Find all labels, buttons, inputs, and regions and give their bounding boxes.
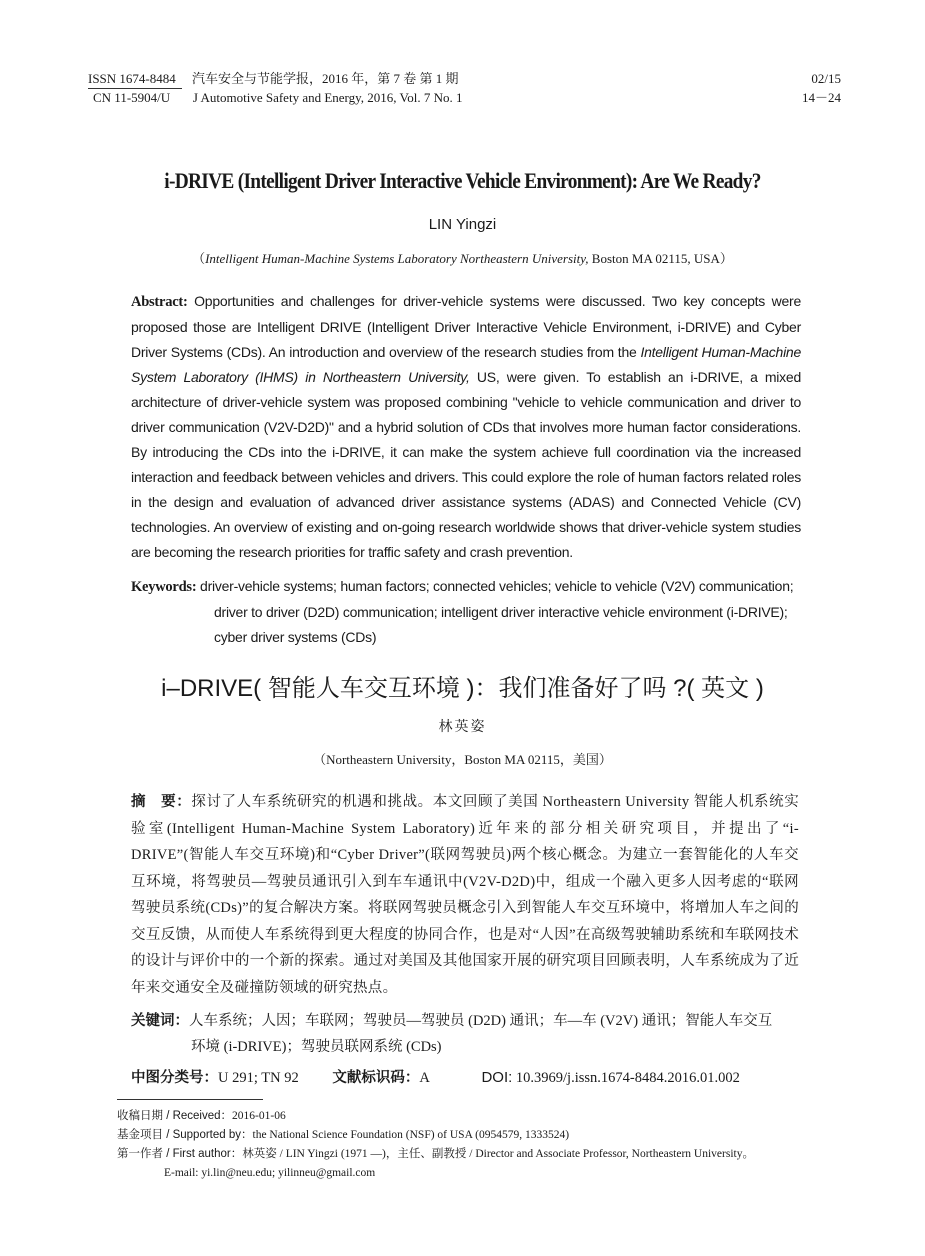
affiliation-location: Boston MA 02115, USA）	[588, 251, 733, 266]
cn-code: CN 11-5904/U	[93, 90, 171, 105]
title-en: i-DRIVE (Intelligent Driver Interactive Vehicle Environment): Are We Ready?	[164, 168, 761, 193]
received-value: 2016-01-06	[232, 1110, 286, 1122]
abstract-label: Abstract:	[131, 294, 188, 310]
keywords-cn-line1: 人车系统；人因；车联网；驾驶员—驾驶员 (D2D) 通讯；车—车 (V2V) 通讯；智能人车交互	[189, 1013, 773, 1029]
footnote-divider	[117, 1099, 263, 1100]
keywords-cn	[131, 1008, 799, 1060]
first-author-value: 林英姿 / LIN Yingzi (1971 —)，主任、副教授 / Director and Associate Professor, Northeastern University。	[242, 1148, 754, 1160]
keywords-line3: cyber driver systems (CDs)	[214, 629, 377, 645]
abstract-cn	[131, 789, 799, 1001]
doi-label: DOI:	[481, 1069, 513, 1086]
journal-header-line2	[93, 89, 463, 107]
classification-line	[131, 1068, 799, 1088]
journal-name-en: J Automotive Safety and Energy, 2016, Vol. 7 No. 1	[192, 90, 463, 105]
doc-code-value: A	[419, 1070, 430, 1086]
keywords-en	[131, 574, 801, 650]
author-en: LIN Yingzi	[428, 216, 497, 233]
title-cn: i–DRIVE( 智能人车交互环境 )：我们准备好了吗 ?( 英文 )	[161, 675, 764, 702]
supported-label: 基金项目 / Supported by：	[117, 1129, 253, 1141]
keywords-cn-label: 关键词：	[131, 1013, 189, 1029]
abstract-cn-label: 摘 要：	[131, 794, 192, 810]
keywords-cn-line2: 环境 (i-DRIVE)；驾驶员联网系统 (CDs)	[191, 1039, 442, 1055]
abstract-text-part1: Opportunities and challenges for driver-vehicle systems were discussed. Two key concepts were proposed those are Intelligent DRIVE (Intelligent Driver Interactive Vehicle Environment, i-DRIVE) and Cyber Driver Systems (CDs). An introduction and overview of the research studies from the	[131, 293, 801, 360]
received-label: 收稿日期 / Received：	[117, 1110, 233, 1122]
affiliation-open: （	[192, 251, 206, 266]
footnote-received	[117, 1107, 286, 1125]
footnote-email: E-mail: yi.lin@neu.edu; yilinneu@gmail.com	[164, 1167, 376, 1179]
affiliation-institution: Intelligent Human-Machine Systems Laboratory Northeastern University,	[205, 251, 589, 266]
footnote-funding	[117, 1126, 569, 1144]
abstract-text-italic: Intelligent Human-Machine System Laboratory (IHMS) in Northeastern University,	[131, 344, 802, 385]
keywords-line1: driver-vehicle systems; human factors; connected vehicles; vehicle to vehicle (V2V) communication;	[196, 578, 794, 594]
page-range: 14－24	[801, 90, 841, 105]
doc-code-label: 文献标识码：	[332, 1070, 420, 1086]
footnote-first-author	[117, 1145, 754, 1163]
supported-value: the National Science Foundation (NSF) of USA (0954579, 1333524)	[252, 1129, 570, 1141]
clc-label: 中图分类号：	[131, 1070, 218, 1086]
journal-header-line1	[88, 70, 459, 88]
first-author-label: 第一作者 / First author：	[117, 1148, 243, 1160]
journal-name-cn: 汽车安全与节能学报，2016 年，第 7 卷 第 1 期	[192, 71, 459, 86]
affiliation-en	[0, 248, 925, 267]
abstract-text-part2: US, were given. To establish an i-DRIVE, a mixed architecture of driver-vehicle system was proposed combining "vehicle to vehicle communication and driver to driver communication (V2V-D2D)" and a hybrid solution of CDs that involves more human factor considerations. By introducing the CDs into the i-DRIVE, it can make the system achieve full coordination via the increased interaction and feedback between vehicles and drivers. This could explore the role of human factors related roles in the design and evaluation of advanced driver assistance systems (ADAS) and Connected Vehicle (CV) technologies. An overview of existing and on-going research worldwide shows that driver-vehicle system studies are becoming the research priorities for traffic safety and crash prevention.	[131, 369, 801, 560]
keywords-label: Keywords:	[131, 579, 197, 595]
abstract-en	[131, 289, 801, 565]
doi-value: 10.3969/j.issn.1674-8484.2016.01.002	[512, 1070, 740, 1086]
keywords-line2: driver to driver (D2D) communication; intelligent driver interactive vehicle environment (i-DRIVE);	[214, 604, 788, 620]
page-fraction: 02/15	[811, 71, 841, 86]
author-cn: 林英姿	[438, 720, 487, 735]
affiliation-cn: （Northeastern University，Boston MA 02115，美国）	[313, 752, 612, 767]
issn: ISSN 1674-8484	[88, 71, 176, 86]
clc-value: U 291; TN 92	[218, 1070, 299, 1086]
abstract-cn-text: 探讨了人车系统研究的机遇和挑战。本文回顾了美国 Northeastern University 智能人机系统实验室(Intelligent Human-Machine System Laboratory)近年来的部分相关研究项目，并提出了“i-DRIVE”(智能人车交互环境)和“Cyber Driver”(联网驾驶员)两个核心概念。为建立一套智能化的人车交互环境，将驾驶员—驾驶员通讯引入到车车通讯中(V2V-D2D)中，组成一个融入更多人因考虑的“联网驾驶员系统(CDs)”的复合解决方案。将联网驾驶员概念引入到智能人车交互环境中，将增加人车之间的交互反馈，从而使人车系统得到更大程度的协同合作，也是对“人因”在高级驾驶辅助系统和车联网技术的设计与评价中的一个新的探索。通过对美国及其他国家开展的研究项目回顾表明，人车系统成为了近年来交通安全及碰撞防领域的研究热点。	[131, 794, 799, 996]
